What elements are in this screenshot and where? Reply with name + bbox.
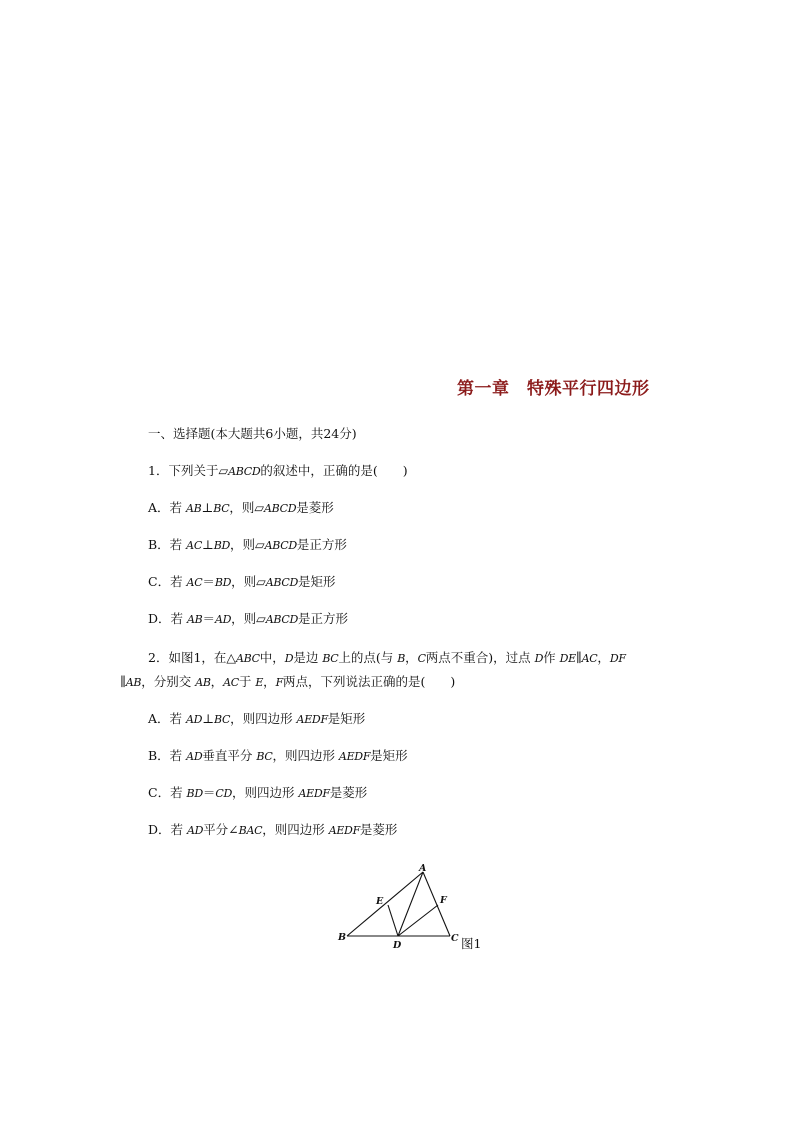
label-b: B bbox=[338, 932, 347, 943]
label-f: F bbox=[440, 895, 447, 906]
figure-caption: 图1 bbox=[461, 936, 482, 951]
q1-option-c: C．若 AC＝BD，则▱ABCD是矩形 bbox=[148, 574, 336, 589]
label-d: D bbox=[393, 940, 402, 950]
label-c: C bbox=[451, 933, 459, 944]
q2-option-d: D．若 AD平分∠BAC，则四边形 AEDF是菱形 bbox=[148, 822, 398, 837]
q1-option-b: B．若 AC⊥BD，则▱ABCD是正方形 bbox=[148, 537, 347, 552]
q1-stem: 1．下列关于▱ABCD的叙述中，正确的是( ) bbox=[148, 463, 408, 478]
label-e: E bbox=[376, 896, 384, 907]
segment-de bbox=[388, 905, 398, 936]
q1-option-a: A．若 AB⊥BC，则▱ABCD是菱形 bbox=[148, 500, 334, 515]
q2-option-a: A．若 AD⊥BC，则四边形 AEDF是矩形 bbox=[148, 711, 366, 726]
section-heading: 一、选择题(本大题共6小题，共24分) bbox=[148, 426, 357, 441]
q2-option-c: C．若 BD＝CD，则四边形 AEDF是菱形 bbox=[148, 785, 368, 800]
q1-option-d: D．若 AB＝AD，则▱ABCD是正方形 bbox=[148, 611, 349, 626]
page-title: 第一章 特殊平行四边形 bbox=[457, 379, 650, 399]
figure-1-triangle bbox=[335, 860, 465, 950]
segment-ab bbox=[347, 872, 423, 936]
q2-stem-line2: ∥AB，分别交 AB，AC于 E，F两点，下列说法正确的是( ) bbox=[120, 674, 456, 689]
q2-option-b: B．若 AD垂直平分 BC，则四边形 AEDF是矩形 bbox=[148, 748, 408, 763]
q2-stem-line1: 2．如图1，在△ABC中，D是边 BC上的点(与 B，C两点不重合)，过点 D作 DE∥AC，DF bbox=[148, 650, 626, 665]
label-a: A bbox=[419, 863, 427, 874]
